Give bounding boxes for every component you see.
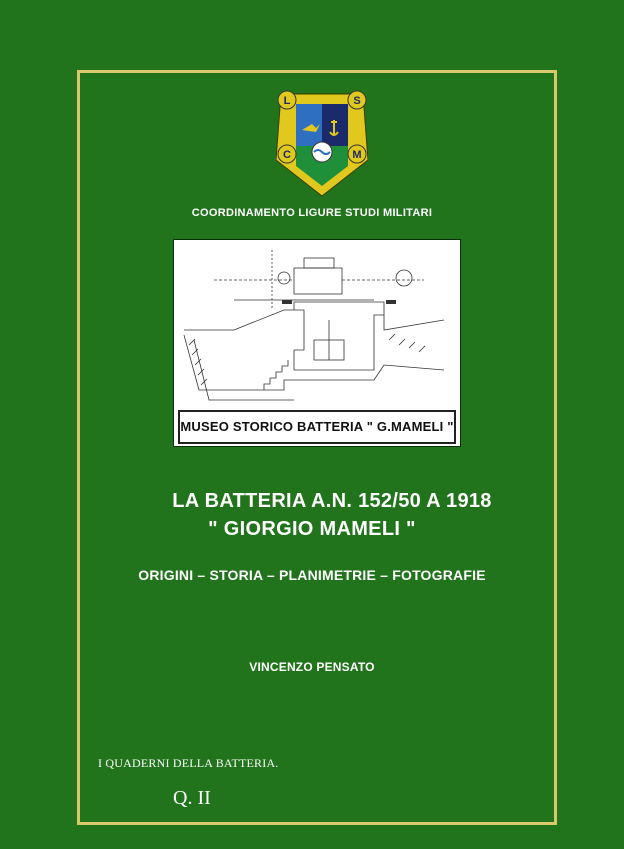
emblem-letter-m: M (352, 149, 362, 161)
series-name: I QUADERNI DELLA BATTERIA. (98, 756, 279, 770)
museum-caption: MUSEO STORICO BATTERIA " G.MAMELI " (180, 419, 454, 434)
lscm-emblem-logo (276, 90, 368, 198)
volume-number: Q. II (173, 787, 211, 809)
book-subtitle: ORIGINI – STORIA – PLANIMETRIE – FOTOGRAFIE (138, 567, 486, 583)
emblem-letter-l: L (283, 95, 291, 107)
emblem-blue-field (296, 104, 322, 146)
author-name: VINCENZO PENSATO (249, 660, 375, 674)
book-title-line2: " GIORGIO MAMELI " (208, 518, 416, 540)
emblem-letter-c: C (283, 149, 291, 161)
emblem-letter-s: S (353, 95, 361, 107)
battery-section-drawing (173, 239, 461, 447)
museum-caption-box (178, 410, 456, 444)
organization-name: COORDINAMENTO LIGURE STUDI MILITARI (191, 207, 433, 219)
book-title-line1: LA BATTERIA A.N. 152/50 A 1918 (172, 490, 492, 512)
